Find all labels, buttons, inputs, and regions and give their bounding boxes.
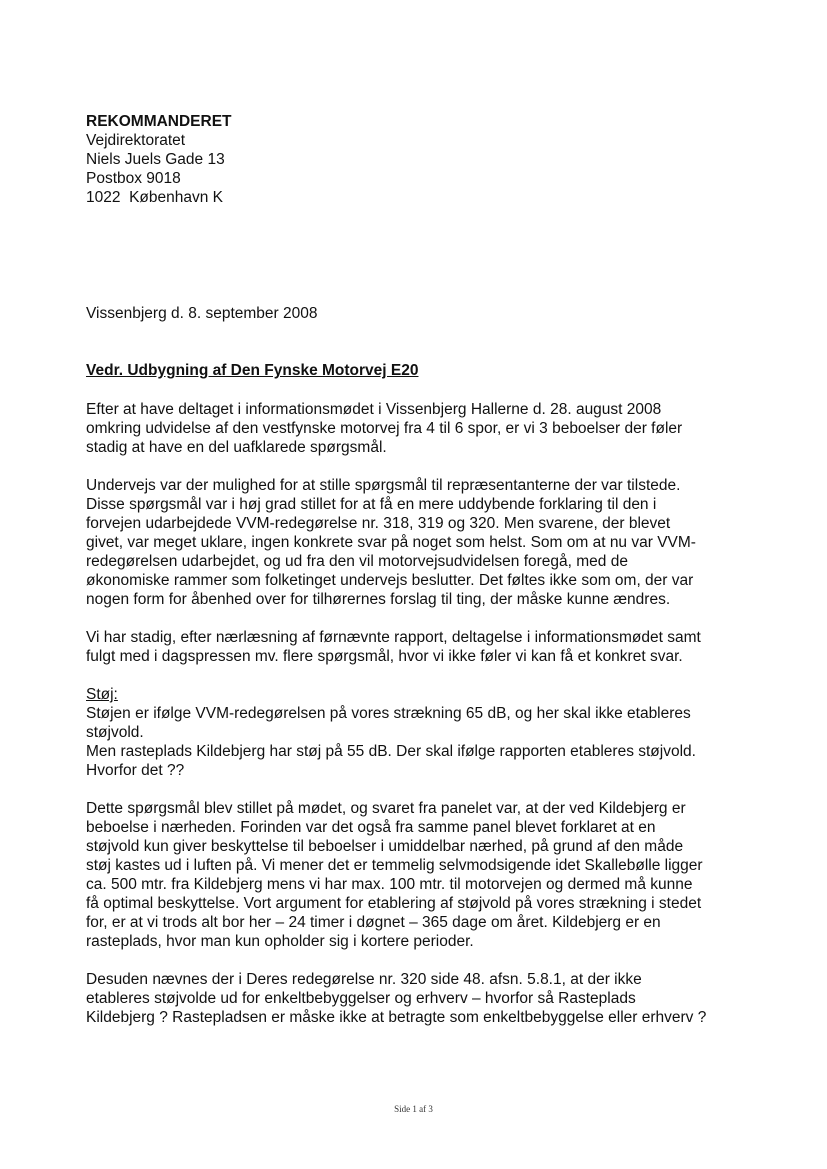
text-line: forvejen udarbejdede VVM-redegørelse nr. 318, 319 og 320. Men svarene, der blevet — [86, 515, 671, 532]
letter-subject: Vedr. Udbygning af Den Fynske Motorvej E20 — [86, 362, 419, 379]
section-noise — [86, 685, 762, 780]
paragraph-panel-answer — [86, 799, 762, 951]
text-line: Efter at have deltaget i informationsmødet i Vissenbjerg Hallerne d. 28. august 2008 — [86, 401, 662, 418]
text-line: Støjen er ifølge VVM-redegørelsen på vores strækning 65 dB, og her skal ikke etableres — [86, 705, 691, 722]
text-line: givet, var meget uklare, ingen konkrete svar på noget som helst. Som om at nu var VVM- — [86, 534, 696, 551]
text-line: Men rasteplads Kildebjerg har støj på 55 dB. Der skal ifølge rapporten etableres støjvold. — [86, 743, 696, 760]
text-line: Disse spørgsmål var i høj grad stillet for at få en mere uddybende forklaring til den i — [86, 496, 657, 513]
text-line: for, er at vi trods alt bor her – 24 timer i døgnet – 365 dage om året. Kildebjerg er en — [86, 914, 661, 931]
text-line: etableres støjvolde ud for enkeltbebyggelser og erhverv – hvorfor så Rasteplads — [86, 990, 636, 1007]
page-number-footer: Side 1 af 3 — [394, 1104, 433, 1114]
recipient-postbox: Postbox 9018 — [86, 170, 181, 187]
text-line: stadig at have en del uafklarede spørgsmål. — [86, 439, 387, 456]
paragraph-report-reference — [86, 970, 762, 1027]
text-line: Vi har stadig, efter nærlæsning af førnævnte rapport, deltagelse i informationsmødet samt — [86, 629, 701, 646]
recipient-name: Vejdirektoratet — [86, 132, 186, 149]
text-line: økonomiske rammer som folketinget undervejs beslutter. Det føltes ikke som om, der var — [86, 572, 694, 589]
recipient-street: Niels Juels Gade 13 — [86, 151, 225, 168]
paragraph-meeting — [86, 476, 762, 609]
text-line: rasteplads, hvor man kun opholder sig i kortere perioder. — [86, 933, 474, 950]
paragraph-intro — [86, 400, 762, 457]
text-line: fulgt med i dagspressen mv. flere spørgsmål, hvor vi ikke føler vi kan få et konkret svar. — [86, 648, 683, 665]
text-line: Kildebjerg ? Rastepladsen er måske ikke at betragte som enkeltbebyggelse eller erhverv ? — [86, 1009, 707, 1026]
text-line: redegørelsen udarbejdet, og ud fra den vil motorvejsudvidelsen foregå, med de — [86, 553, 628, 570]
text-line: Desuden nævnes der i Deres redegørelse nr. 320 side 48. afsn. 5.8.1, at der ikke — [86, 971, 642, 988]
text-line: støjvold. — [86, 724, 144, 741]
text-line: beboelse i nærheden. Forinden var det også fra samme panel blevet forklaret at en — [86, 819, 656, 836]
text-line: Dette spørgsmål blev stillet på mødet, og svaret fra panelet var, at der ved Kildebjerg er — [86, 800, 686, 817]
text-line: nogen form for åbenhed over for tilhørernes forslag til ting, der måske kunne ændres. — [86, 591, 671, 608]
section-heading-noise: Støj: — [86, 686, 118, 703]
text-line: Undervejs var der mulighed for at stille spørgsmål til repræsentanterne der var tilstede. — [86, 477, 681, 494]
letter-date: Vissenbjerg d. 8. september 2008 — [86, 305, 318, 322]
text-line: ca. 500 mtr. fra Kildebjerg mens vi har max. 100 mtr. til motorvejen og dermed må kunne — [86, 876, 693, 893]
text-line: støj kastes ud i luften på. Vi mener det er temmelig selvmodsigende idet Skallebølle ligger — [86, 857, 703, 874]
text-line: Hvorfor det ?? — [86, 762, 185, 779]
recipient-address — [86, 112, 232, 207]
paragraph-questions — [86, 628, 762, 666]
letter-body — [86, 400, 762, 1046]
registered-mail-header: REKOMMANDERET — [86, 113, 232, 130]
text-line: få optimal beskyttelse. Vort argument for etablering af støjvold på vores strækning i stedet — [86, 895, 702, 912]
text-line: støjvold kun giver beskyttelse til beboelser i umiddelbar nærhed, på grund af den måde — [86, 838, 684, 855]
text-line: omkring udvidelse af den vestfynske motorvej fra 4 til 6 spor, er vi 3 beboelser der føler — [86, 420, 683, 437]
recipient-city: 1022 København K — [86, 189, 224, 206]
